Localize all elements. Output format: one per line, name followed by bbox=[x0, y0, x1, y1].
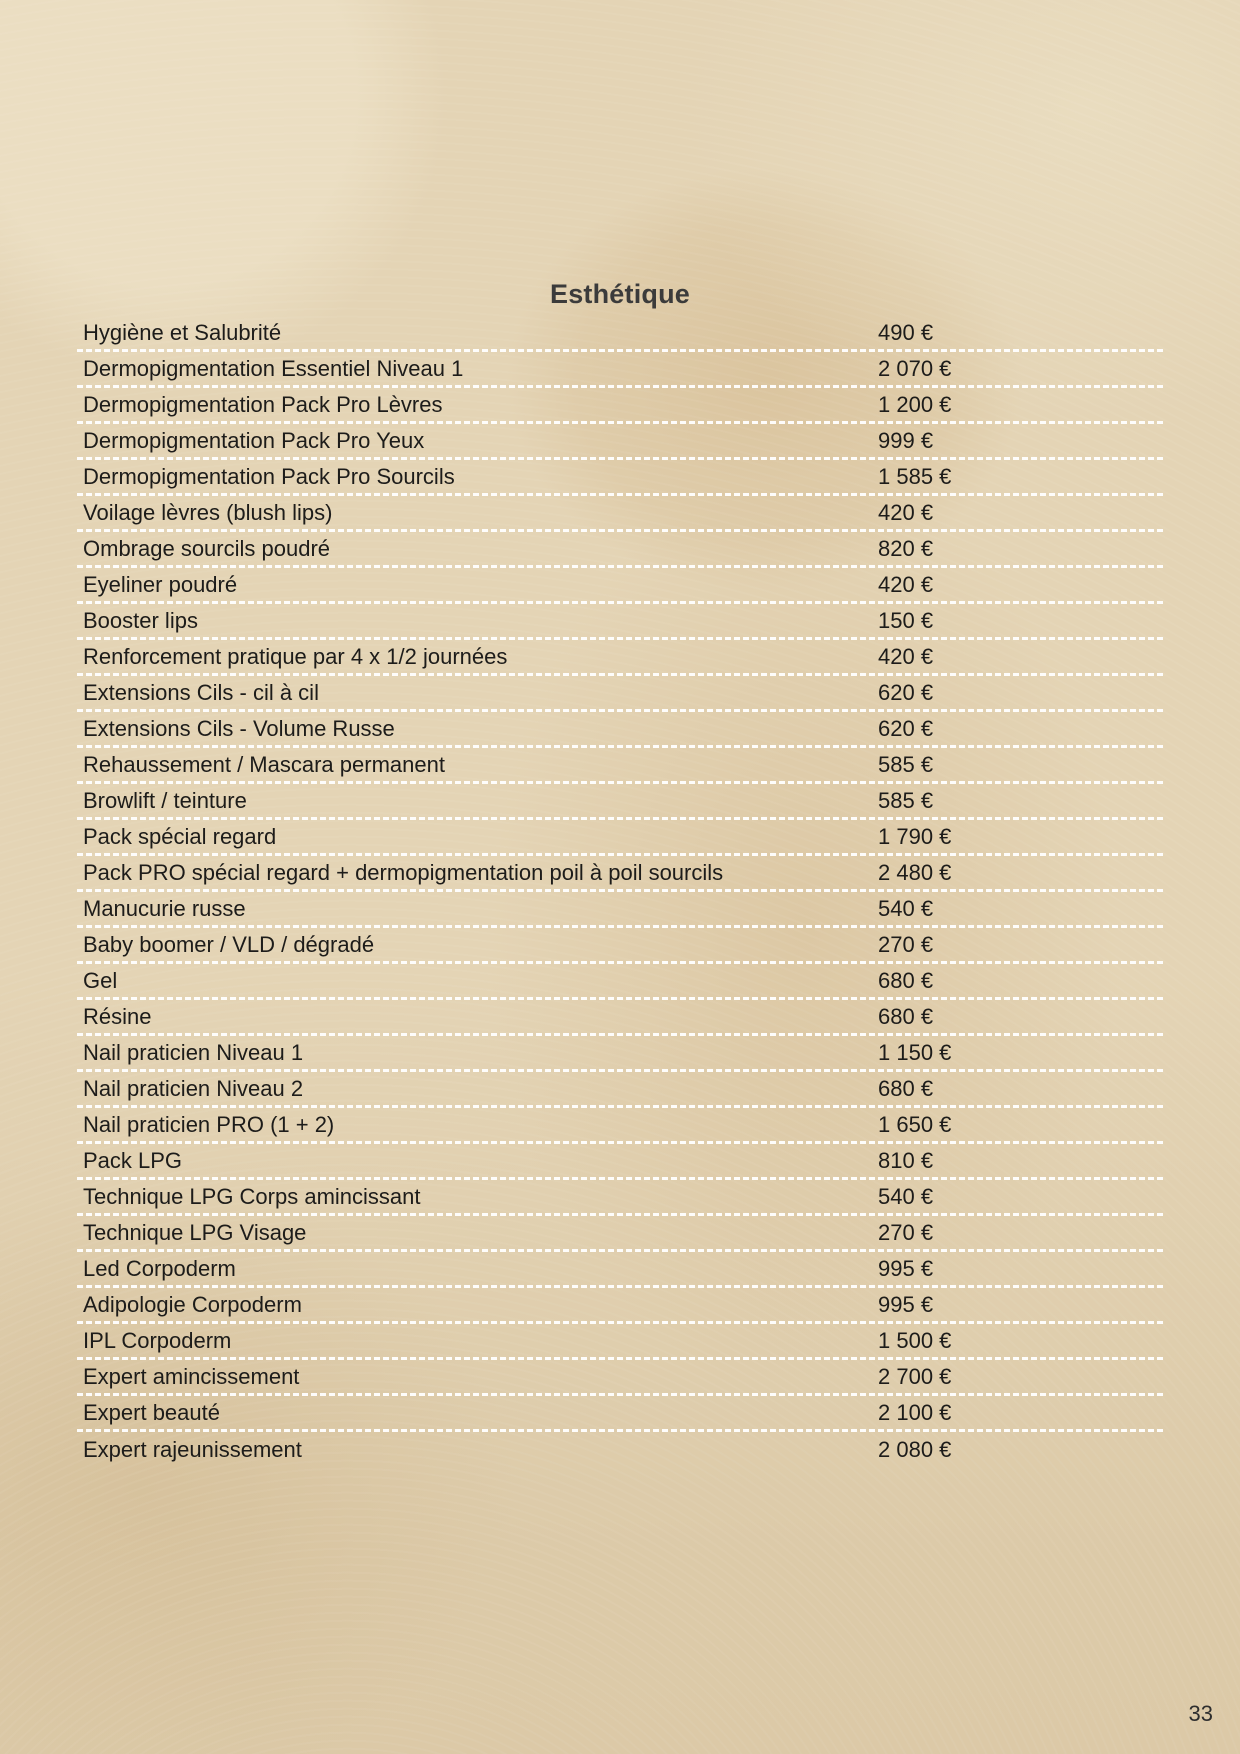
item-label: Led Corpoderm bbox=[83, 1255, 236, 1281]
item-label: Expert beauté bbox=[83, 1399, 220, 1425]
item-price: 680 € bbox=[878, 1075, 934, 1101]
item-label: Technique LPG Corps amincissant bbox=[83, 1183, 421, 1209]
item-price: 620 € bbox=[878, 715, 934, 741]
table-row bbox=[77, 388, 1163, 424]
table-row bbox=[77, 784, 1163, 820]
table-row bbox=[77, 460, 1163, 496]
item-price: 420 € bbox=[878, 499, 934, 525]
item-label: Rehaussement / Mascara permanent bbox=[83, 751, 445, 777]
table-row bbox=[77, 1396, 1163, 1432]
item-price: 585 € bbox=[878, 787, 934, 813]
item-price: 2 070 € bbox=[878, 355, 952, 381]
table-row bbox=[77, 1180, 1163, 1216]
item-label: Pack LPG bbox=[83, 1147, 183, 1173]
table-row bbox=[77, 1072, 1163, 1108]
item-price: 999 € bbox=[878, 427, 934, 453]
item-price: 2 100 € bbox=[878, 1399, 952, 1425]
table-row bbox=[77, 604, 1163, 640]
table-row bbox=[77, 1360, 1163, 1396]
item-price: 1 200 € bbox=[878, 391, 952, 417]
item-label: Baby boomer / VLD / dégradé bbox=[83, 931, 375, 957]
item-price: 995 € bbox=[878, 1255, 934, 1281]
item-price: 420 € bbox=[878, 571, 934, 597]
item-label: Résine bbox=[83, 1003, 152, 1029]
page-content bbox=[77, 0, 1163, 1754]
item-price: 540 € bbox=[878, 895, 934, 921]
item-label: Renforcement pratique par 4 x 1/2 journées bbox=[83, 643, 508, 669]
item-label: Nail praticien Niveau 1 bbox=[83, 1039, 304, 1065]
item-label: Eyeliner poudré bbox=[83, 571, 238, 597]
item-label: Nail praticien Niveau 2 bbox=[83, 1075, 304, 1101]
item-label: Booster lips bbox=[83, 607, 198, 633]
item-price: 1 150 € bbox=[878, 1039, 952, 1065]
item-price: 150 € bbox=[878, 607, 934, 633]
table-row bbox=[77, 568, 1163, 604]
item-label: Extensions Cils - Volume Russe bbox=[83, 715, 395, 741]
item-price: 2 480 € bbox=[878, 859, 952, 885]
table-row bbox=[77, 1000, 1163, 1036]
table-row bbox=[77, 1288, 1163, 1324]
table-row bbox=[77, 1036, 1163, 1072]
item-price: 620 € bbox=[878, 679, 934, 705]
item-price: 1 500 € bbox=[878, 1327, 952, 1353]
item-label: Pack spécial regard bbox=[83, 823, 277, 849]
item-price: 2 080 € bbox=[878, 1437, 952, 1462]
item-label: Gel bbox=[83, 967, 118, 993]
page-number: 33 bbox=[1188, 1701, 1213, 1726]
item-label: IPL Corpoderm bbox=[83, 1327, 232, 1353]
item-price: 540 € bbox=[878, 1183, 934, 1209]
table-row bbox=[77, 820, 1163, 856]
item-label: Dermopigmentation Pack Pro Lèvres bbox=[83, 391, 443, 417]
table-row bbox=[77, 496, 1163, 532]
page-title: Esthétique bbox=[549, 279, 691, 309]
table-row bbox=[77, 1324, 1163, 1360]
item-price: 680 € bbox=[878, 967, 934, 993]
item-label: Hygiène et Salubrité bbox=[83, 319, 282, 345]
item-label: Dermopigmentation Pack Pro Sourcils bbox=[83, 463, 455, 489]
table-row bbox=[77, 532, 1163, 568]
item-label: Voilage lèvres (blush lips) bbox=[83, 499, 333, 525]
table-row bbox=[77, 856, 1163, 892]
table-row bbox=[77, 352, 1163, 388]
table-row bbox=[77, 676, 1163, 712]
item-price: 490 € bbox=[878, 319, 934, 345]
item-label: Manucurie russe bbox=[83, 895, 246, 921]
table-row bbox=[77, 892, 1163, 928]
item-label: Extensions Cils - cil à cil bbox=[83, 679, 319, 705]
table-row bbox=[77, 640, 1163, 676]
item-price: 1 790 € bbox=[878, 823, 952, 849]
table-row bbox=[77, 1252, 1163, 1288]
item-label: Pack PRO spécial regard + dermopigmentation poil à poil sourcils bbox=[83, 859, 724, 885]
item-price: 680 € bbox=[878, 1003, 934, 1029]
item-price: 2 700 € bbox=[878, 1363, 952, 1389]
item-label: Ombrage sourcils poudré bbox=[83, 535, 331, 561]
table-row bbox=[77, 748, 1163, 784]
item-price: 995 € bbox=[878, 1291, 934, 1317]
table-row bbox=[77, 1108, 1163, 1144]
table-row bbox=[77, 1432, 1163, 1468]
table-row bbox=[77, 316, 1163, 352]
item-label: Expert rajeunissement bbox=[83, 1437, 302, 1462]
item-label: Nail praticien PRO (1 + 2) bbox=[83, 1111, 335, 1137]
table-row bbox=[77, 712, 1163, 748]
table-row bbox=[77, 964, 1163, 1000]
table-row bbox=[77, 1216, 1163, 1252]
item-price: 810 € bbox=[878, 1147, 934, 1173]
item-price: 585 € bbox=[878, 751, 934, 777]
item-price: 270 € bbox=[878, 931, 934, 957]
item-label: Browlift / teinture bbox=[83, 787, 247, 813]
item-price: 1 650 € bbox=[878, 1111, 952, 1137]
item-label: Adipologie Corpoderm bbox=[83, 1291, 302, 1317]
item-price: 1 585 € bbox=[878, 463, 952, 489]
table-row bbox=[77, 1144, 1163, 1180]
table-row bbox=[77, 928, 1163, 964]
item-price: 270 € bbox=[878, 1219, 934, 1245]
item-label: Dermopigmentation Pack Pro Yeux bbox=[83, 427, 425, 453]
item-label: Dermopigmentation Essentiel Niveau 1 bbox=[83, 355, 464, 381]
item-label: Expert amincissement bbox=[83, 1363, 300, 1389]
table-row bbox=[77, 424, 1163, 460]
item-price: 420 € bbox=[878, 643, 934, 669]
item-price: 820 € bbox=[878, 535, 934, 561]
item-label: Technique LPG Visage bbox=[83, 1219, 307, 1245]
price-table bbox=[77, 316, 1163, 1468]
